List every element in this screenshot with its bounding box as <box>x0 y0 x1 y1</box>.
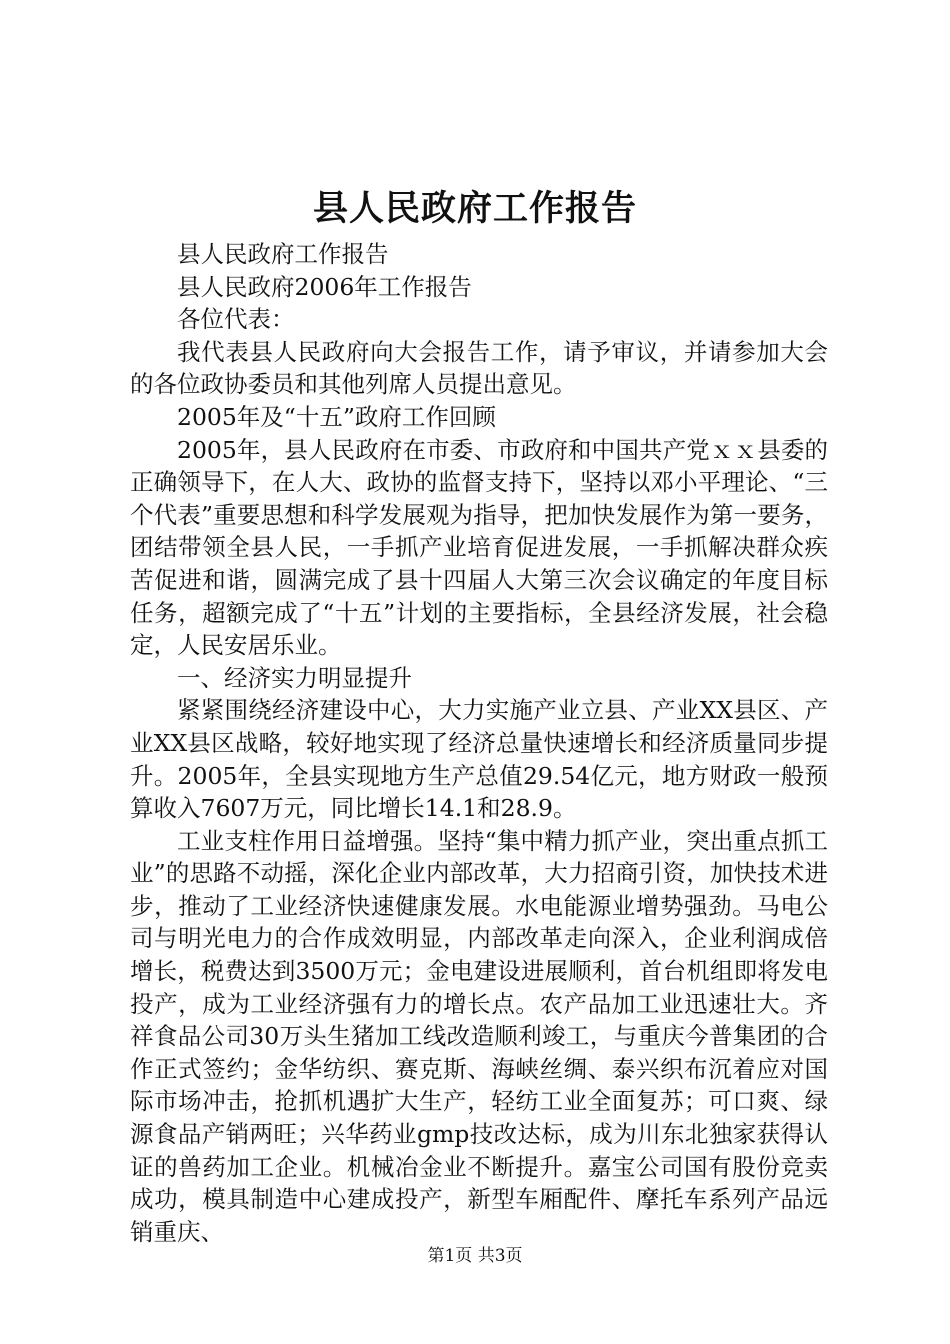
paragraph-industry: 工业支柱作用日益增强。坚持“集中精力抓产业，突出重点抓工业”的思路不动摇，深化企业内部改革，大力招商引资，加快技术进步，推动了工业经济快速健康发展。水电能源业增势强劲。马电公司与明光电力的合作成效明显，内部改革走向深入，企业利润成倍增长，税费达到3500万元；金电建设进展顺利，首台机组即将发电投产，成为工业经济强有力的增长点。农产品加工业迅速壮大。齐祥食品公司30万头生猪加工线改造顺利竣工，与重庆今普集团的合作正式签约；金华纺织、赛克斯、海峡丝绸、泰兴织布沉着应对国际市场冲击，抢抓机遇扩大生产，轻纺工业全面复苏；可口爽、绿源食品产销两旺；兴华药业gmp技改达标，成为川东北独家获得认证的兽药加工企业。机械冶金业不断提升。嘉宝公司国有股份竞卖成功，模具制造中心建成投产，新型车厢配件、摩托车系列产品远销重庆、 <box>130 826 828 1246</box>
document-body <box>130 238 828 1248</box>
paragraph-subtitle: 县人民政府工作报告 <box>177 240 389 268</box>
document-title: 县人民政府工作报告 <box>312 188 637 229</box>
paragraph-report-name: 县人民政府2006年工作报告 <box>177 272 472 301</box>
section-heading-review: 2005年及“十五”政府工作回顾 <box>177 402 496 431</box>
paragraph-intro: 我代表县人民政府向大会报告工作，请予审议，并请参加大会的各位政协委员和其他列席人员提出意见。 <box>130 337 828 399</box>
paragraph-salutation: 各位代表： <box>177 305 295 334</box>
page-footer: 第1页 共3页 <box>427 1246 523 1266</box>
section-heading-economy: 一、经济实力明显提升 <box>177 663 412 692</box>
paragraph-economy: 紧紧围绕经济建设中心，大力实施产业立县、产业XX县区、产业XX县区战略，较好地实现了经济总量快速增长和经济质量同步提升。2005年，全县实现地方生产总值29.54亿元，地方财政一般预算收入7607万元，同比增长14.1和28.9。 <box>130 696 828 823</box>
paragraph-review: 2005年，县人民政府在市委、市政府和中国共产党ｘｘ县委的正确领导下，在人大、政协的监督支持下，坚持以邓小平理论、“三个代表”重要思想和科学发展观为指导，把加快发展作为第一要务，团结带领全县人民，一手抓产业培育促进发展，一手抓解决群众疾苦促进和谐，圆满完成了县十四届人大第三次会议确定的年度目标任务，超额完成了“十五”计划的主要指标，全县经济发展，社会稳定，人民安居乐业。 <box>130 435 828 660</box>
